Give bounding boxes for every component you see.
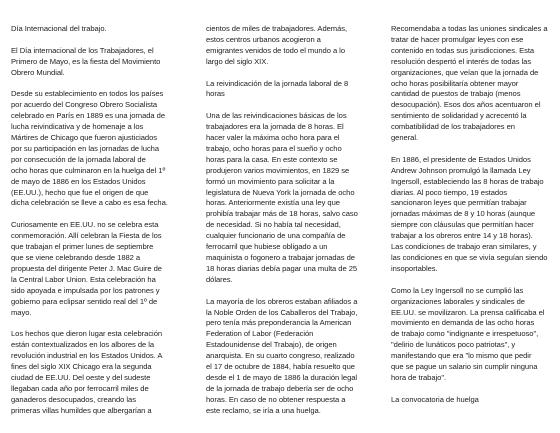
text-column-2 bbox=[206, 24, 362, 417]
paragraph: El Día internacional de los Trabajadores, el Primero de Mayo, es la fiesta del Movimiento Obrero Mundial. bbox=[11, 45, 161, 77]
paragraph: Desde su establecimiento en todos los países por acuerdo del Congreso Obrero Socialista celebrado en París en 1889 es una jornada de lucha reivindicativa y de homenaje a los Mártires de Chicago que fueron ajusticiados por su participación en las jornadas de lucha por consecución de la jornada laboral de ocho horas que culminaron en la huelga del 1º de mayo de 1886 en los Estados Unidos (EE.UU.), hecho que fue el origen de que dicha celebración se lleve a cabo es esa fecha. bbox=[11, 89, 168, 208]
paragraph: Curiosamente en EE.UU. no se celebra esta conmemoración. Allí celebran la Fiesta de los que trabajan el primer lunes de septiembre que se viene celebrando desde 1882 a propuesta del dirigente Peter J. Mac Guire de la Central Labor Union. Esta celebración ha sido apoyada e impulsada por los patrones y gobierno para eclipsar sentido real del 1º de mayo. bbox=[11, 220, 162, 317]
text-column-1 bbox=[11, 24, 179, 417]
paragraph: Como la Ley Ingersoll no se cumplió las organizaciones laborales y sindicales de EE.UU. se movilizaron. La prensa calificaba el movimiento en demanda de las ocho horas de trabajo como "indignante e irrespetuoso", "delirio de lunáticos poco patriotas", y manifestando que era "lo mismo que pedir que se pague un salario sin cumplir ninguna hora de trabajo". bbox=[391, 285, 545, 382]
paragraph: cientos de miles de trabajadores. Además, estos centros urbanos acogieron a emigrantes venidos de todo el mundo a lo largo del siglo XIX. bbox=[206, 24, 348, 66]
paragraph: Día Internacional del trabajo. bbox=[11, 24, 107, 33]
paragraph: Una de las reivindicaciones básicas de los trabajadores era la jornada de 8 horas. El hacer valer la máxima ocho hora para el trabajo, ocho horas para el sueño y ocho horas para la casa. En este contexto se produjeron varios movimientos, en 1829 se formó un movimiento para solicitar a la legislatura de Nueva York la jornada de ocho horas. Anteriormente existía una ley que prohibía trabajar más de 18 horas, salvo caso de necesidad. Si no había tal necesidad, cualquier funcionario de una compañía de ferrocarril que hubiese obligado a un maquinista o fogonero a trabajar jornadas de 18 horas diarias debía pagar una multa de 25 dólares. bbox=[206, 111, 358, 284]
paragraph: La mayoría de los obreros estaban afiliados a la Noble Orden de los Caballeros del Trabajo, pero tenía más preponderancia la American Federation of Labor (Federación Estadounidense del Trabajo), de origen anarquista. En su cuarto congreso, realizado el 17 de octubre de 1884, había resuelto que desde el 1 de mayo de 1886 la duración legal de la jornada de trabajo debería ser de ocho horas. En caso de no obtener respuesta a este reclamo, se iría a una huelga. bbox=[206, 296, 358, 415]
paragraph: Recomendaba a todas las uniones sindicales a tratar de hacer promulgar leyes con ese contenido en todas sus jurisdicciones. Esta resolución despertó el interés de todas las organizaciones, que veían que la jornada de ocho horas posibilitaría obtener mayor cantidad de puestos de trabajo (menos desocupación). Esos dos años acentuaron el sentimiento de solidaridad y acrecentó la combatibilidad de los trabajadores en general. bbox=[391, 24, 548, 143]
section-heading: La reivindicación de la jornada laboral de 8 horas bbox=[206, 78, 349, 99]
paragraph: Los hechos que dieron lugar esta celebración están contextualizados en los albores de la revolución industrial en los Estados Unidos. A fines del siglo XIX Chicago era la segunda ciudad de EE.UU. Del oeste y del sudeste llegaban cada año por ferrocarril miles de ganaderos desocupados, creando las primeras villas humildes que albergarían a bbox=[11, 329, 163, 415]
text-column-3 bbox=[391, 24, 549, 406]
paragraph: En 1886, el presidente de Estados Unidos Andrew Johnson promulgó la llamada Ley Ingersoll, estableciendo las 8 horas de trabajo diarias. Al poco tiempo, 19 estados sancionaron leyes que permitían trabajar jornadas máximas de 8 y 10 horas (aunque siempre con cláusulas que permitían hacer trabajar a los obreros entre 14 y 18 horas). Las condiciones de trabajo eran similares, y las condiciones en que se vivía seguían siendo insoportables. bbox=[391, 154, 548, 273]
section-heading: La convocatoria de huelga bbox=[391, 394, 479, 404]
